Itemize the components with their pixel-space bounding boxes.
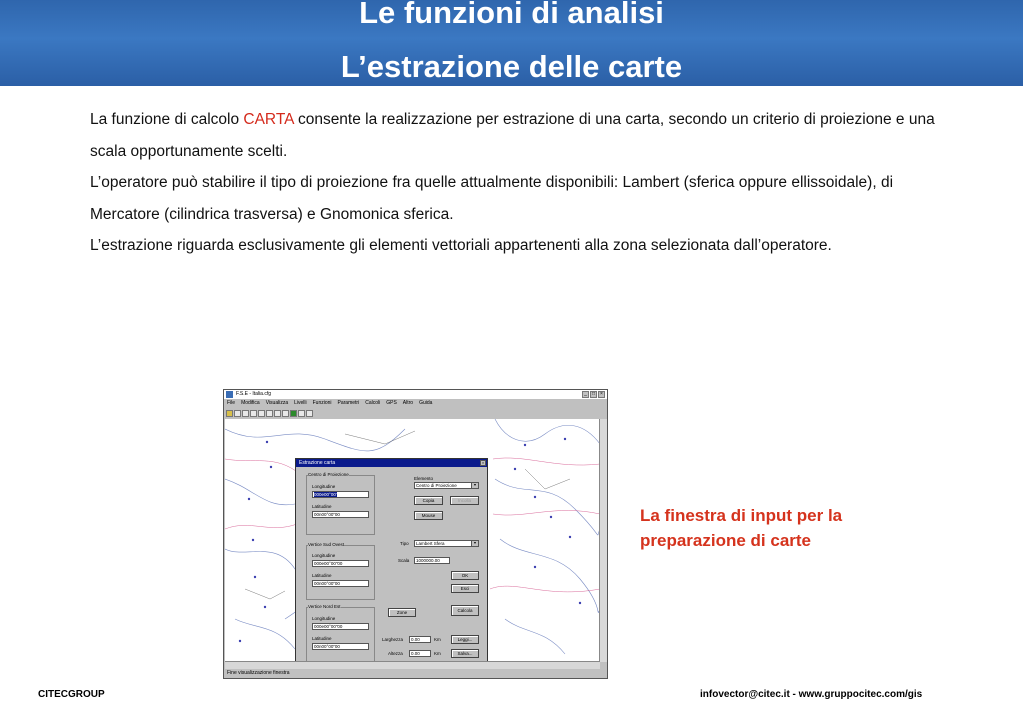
menu-parametri[interactable]: Parametri xyxy=(337,400,360,406)
new-icon[interactable] xyxy=(250,410,257,417)
tipo-dropdown-icon[interactable]: ▼ xyxy=(471,541,478,546)
layers-icon[interactable] xyxy=(282,410,289,417)
mouse-button[interactable]: Mouse xyxy=(414,511,443,520)
close-icon[interactable]: × xyxy=(598,391,605,398)
zone-button[interactable]: Zone xyxy=(388,608,416,617)
menu-modifica[interactable]: Modifica xyxy=(241,400,260,406)
menu-funzioni[interactable]: Funzioni xyxy=(312,400,332,406)
save-icon[interactable] xyxy=(234,410,241,417)
larghezza-field[interactable]: 0.00 xyxy=(409,636,431,643)
app-window-screenshot xyxy=(223,389,608,679)
altezza-label: Altezza xyxy=(388,651,403,656)
slide-title-line1: Le funzioni di analisi xyxy=(359,0,664,30)
info-icon[interactable] xyxy=(298,410,305,417)
carta-highlight: CARTA xyxy=(243,111,294,128)
vertical-scrollbar[interactable] xyxy=(599,419,607,662)
ne-latitudine-label: Latitudine xyxy=(312,636,332,641)
so-longitudine-label: Longitudine xyxy=(312,553,336,558)
menu-calcoli[interactable]: Calcoli xyxy=(365,400,381,406)
minimize-icon[interactable]: _ xyxy=(582,391,589,398)
elemento-label: Elemento xyxy=(414,476,434,481)
menu-file[interactable]: File xyxy=(227,400,236,406)
latitudine-label: Latitudine xyxy=(312,504,332,509)
ok-button[interactable]: OK xyxy=(451,571,479,580)
incolla-button[interactable]: Incolla xyxy=(450,496,479,505)
dialog-title: Estrazione carta xyxy=(296,459,487,467)
altezza-unit: Km xyxy=(434,651,441,656)
menu-bar xyxy=(224,399,607,408)
altezza-field[interactable]: 0.00 xyxy=(409,650,431,657)
app-icon xyxy=(226,391,233,398)
open-icon[interactable] xyxy=(226,410,233,417)
footer-contact: infovector@citec.it - www.gruppocitec.com/gis xyxy=(700,689,923,700)
print-icon[interactable] xyxy=(242,410,249,417)
footer-company: CITECGROUP xyxy=(38,689,105,700)
centro-proiezione-label: Centro di Proiezione xyxy=(308,472,349,477)
status-bar: Fine visualizzazione finestra xyxy=(224,669,607,678)
menu-livelli[interactable]: Livelli xyxy=(294,400,307,406)
so-latitudine-field[interactable]: 00n00°00"00 xyxy=(312,580,369,587)
tipo-select[interactable]: Lambert Sfera ▼ xyxy=(414,540,479,547)
estrazione-carta-dialog xyxy=(295,458,488,667)
calcola-button[interactable]: Calcola xyxy=(451,605,479,616)
ne-latitudine-field[interactable]: 00n00°00"00 xyxy=(312,643,369,650)
body-text xyxy=(90,104,940,262)
so-longitudine-field[interactable]: 000e00°00"00 xyxy=(312,560,369,567)
menu-altro[interactable]: Altro xyxy=(402,400,414,406)
screenshot-caption: La finestra di input per la preparazione di carte xyxy=(640,506,843,550)
toolbar xyxy=(224,408,607,419)
esci-button[interactable]: Esci xyxy=(451,584,479,593)
longitudine-label: Longitudine xyxy=(312,484,336,489)
maximize-icon[interactable]: □ xyxy=(591,391,596,397)
larghezza-unit: Km xyxy=(434,637,441,642)
para1-before: La funzione di calcolo xyxy=(90,111,244,128)
grid-icon[interactable] xyxy=(266,410,273,417)
so-latitudine-label: Latitudine xyxy=(312,573,332,578)
horizontal-scrollbar[interactable] xyxy=(225,661,600,669)
help-icon[interactable] xyxy=(306,410,313,417)
salva-button[interactable]: Salva... xyxy=(451,649,479,658)
leggi-button[interactable]: Leggi... xyxy=(451,635,479,644)
longitudine-field[interactable]: 000e00°00' xyxy=(312,491,369,498)
redraw-icon[interactable] xyxy=(274,410,281,417)
elemento-select[interactable]: Centro di Proiezione ▼ xyxy=(414,482,479,489)
paragraph-3: L’estrazione riguarda esclusivamente gli elementi vettoriali appartenenti alla zona selezionata dall’operatore. xyxy=(90,237,832,254)
paragraph-2: L’operatore può stabilire il tipo di proiezione fra quelle attualmente disponibili: Lambert (sferica oppure ellissoidale), di Mercatore (cilindrica trasversa) e Gnomonica sferica. xyxy=(90,174,894,223)
vertice-sud-ovest-label: Vertice Sud Ovest xyxy=(308,542,345,547)
zoom-icon[interactable] xyxy=(258,410,265,417)
app-window-title: F.S.E - Italia.cfg xyxy=(236,391,272,397)
copia-button[interactable]: Copia xyxy=(414,496,443,505)
vertice-nord-est-label: Vertice Nord Est xyxy=(308,604,341,609)
paragraph-1 xyxy=(90,104,940,167)
tipo-label: Tipo xyxy=(400,541,409,546)
latitudine-field[interactable]: 00n00°00"00 xyxy=(312,511,369,518)
menu-gps[interactable]: GPS xyxy=(386,400,397,406)
app-title-bar xyxy=(224,390,607,399)
menu-guida[interactable]: Guida xyxy=(419,400,433,406)
scala-field[interactable]: 1000000.00 xyxy=(414,557,450,564)
elemento-dropdown-icon[interactable]: ▼ xyxy=(471,483,478,488)
ne-longitudine-field[interactable]: 000e00°00"00 xyxy=(312,623,369,630)
dialog-close-icon[interactable]: × xyxy=(481,460,485,465)
menu-visualizza[interactable]: Visualizza xyxy=(265,400,289,406)
ne-longitudine-label: Longitudine xyxy=(312,616,336,621)
scala-label: Scala xyxy=(398,558,410,563)
map-icon[interactable] xyxy=(290,410,297,417)
map-canvas[interactable] xyxy=(225,419,600,662)
para1-after: consente la realizzazione per estrazione di una carta, secondo un criterio di proiezione e una scala opportunamente scelti. xyxy=(90,111,935,160)
slide-title-line2: L’estrazione delle carte xyxy=(340,49,683,84)
title-bar xyxy=(0,0,1023,86)
larghezza-label: Larghezza xyxy=(382,637,404,642)
